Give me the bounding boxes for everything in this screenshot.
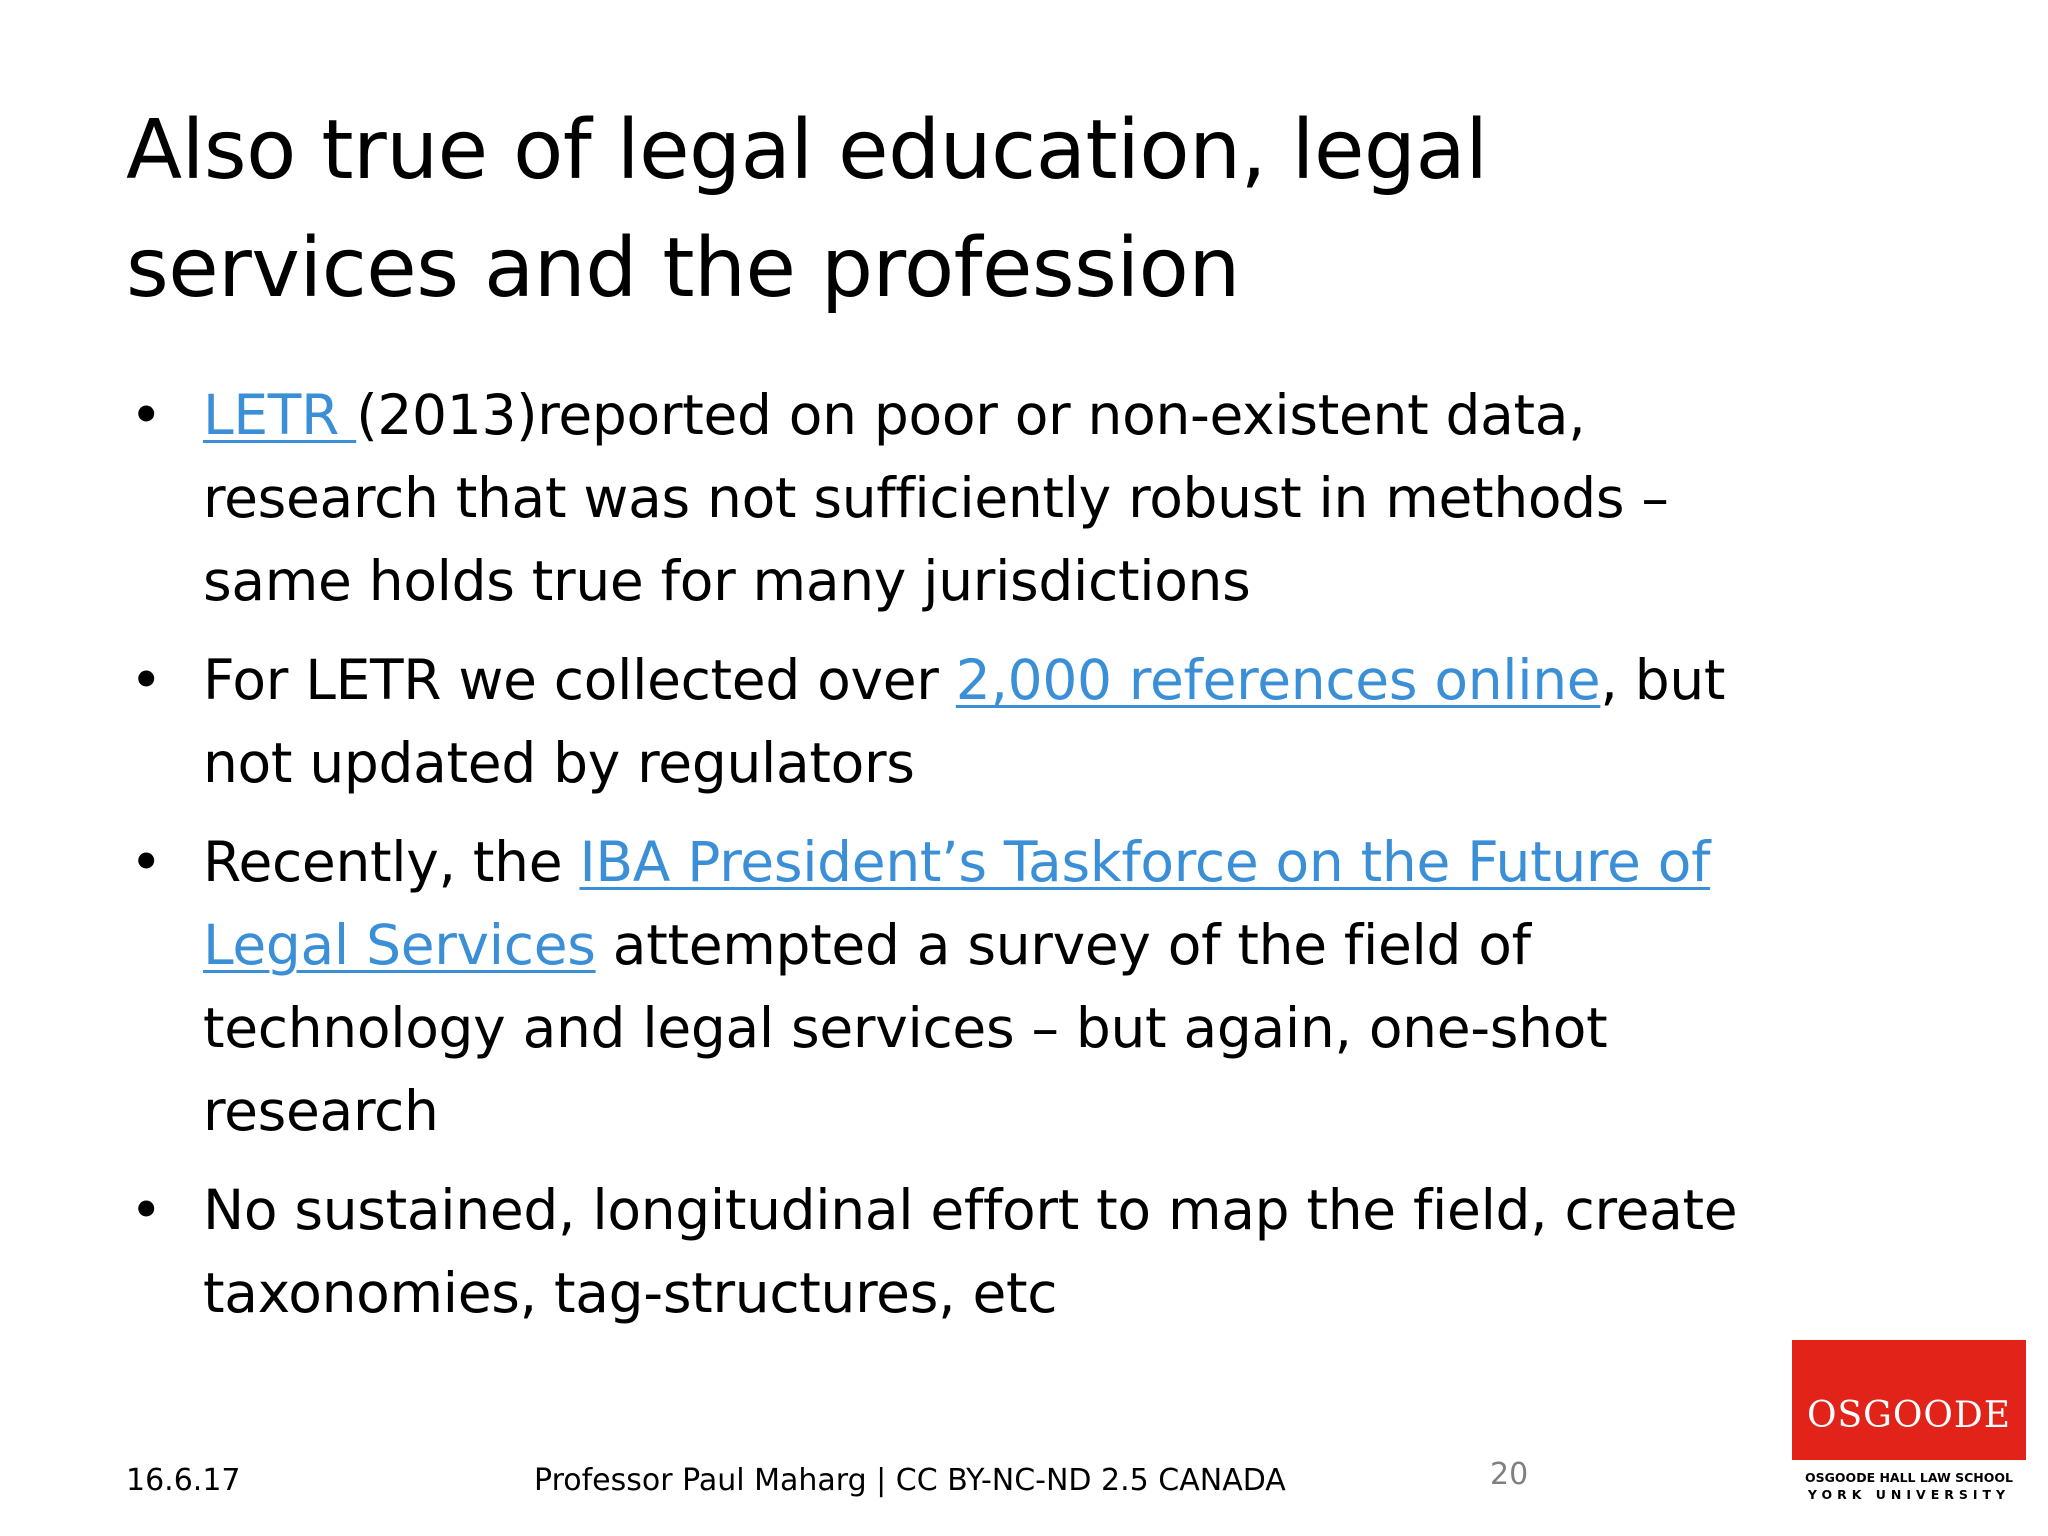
footer-attribution: Professor Paul Maharg | CC BY-NC-ND 2.5 CANADA: [534, 1463, 1286, 1498]
references-online-link[interactable]: 2,000 references online: [955, 648, 1601, 712]
bullet-text: For LETR we collected over: [203, 648, 956, 712]
logo-university-name: YORK UNIVERSITY: [1807, 1487, 2011, 1502]
logo-school-name: OSGOODE HALL LAW SCHOOL: [1805, 1470, 2013, 1485]
bullet-text: attempted a survey of the field of technology and legal services – but again, one-shot research: [203, 913, 1608, 1143]
bullet-marker: •: [130, 648, 163, 712]
bullet-marker: •: [130, 383, 163, 447]
letr-link[interactable]: LETR: [203, 383, 357, 447]
bullet-text: (2013)reported on poor or non-existent data, research that was not sufficiently robust in methods – same holds true for many jurisdictions: [203, 383, 1669, 613]
bullet-item: [126, 1169, 1766, 1335]
bullet-item: [126, 639, 1766, 805]
bullet-text: No sustained, longitudinal effort to map the field, create taxonomies, tag-structures, etc: [203, 1178, 1738, 1325]
page-number: 20: [1490, 1457, 1529, 1492]
bullet-text: , but not updated by regulators: [203, 648, 1726, 795]
bullet-text: Recently, the: [203, 830, 580, 894]
bullet-marker: •: [130, 1178, 163, 1242]
bullet-list: [126, 374, 1766, 1351]
logo-wordmark: OSGOODE: [1806, 1395, 2012, 1436]
bullet-item: [126, 821, 1766, 1153]
footer-date: 16.6.17: [126, 1463, 241, 1498]
iba-taskforce-link[interactable]: IBA President’s Taskforce on the Future of Legal Services: [203, 830, 1711, 977]
osgoode-logo: [1792, 1340, 2026, 1510]
bullet-marker: •: [130, 830, 163, 894]
slide-title: Also true of legal education, legal services and the profession: [126, 103, 1488, 316]
bullet-item: [126, 374, 1766, 623]
